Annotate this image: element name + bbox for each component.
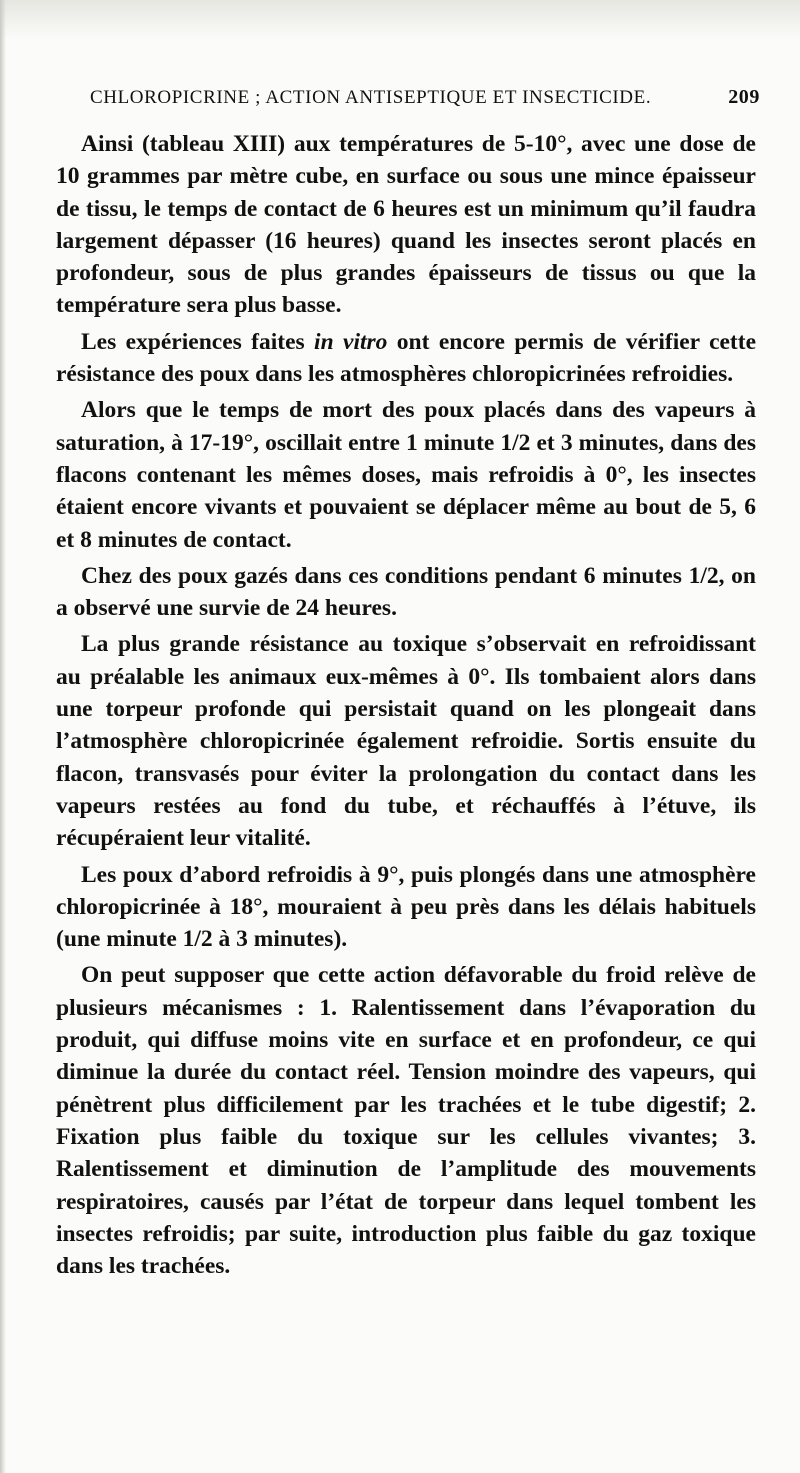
paragraph-4: Chez des poux gazés dans ces conditions pendant 6 minutes 1/2, on a observé une survie de 24 heures. [56,562,756,622]
paragraph-5: La plus grande résistance au toxique s’observait en refroidissant au préalable les animaux eux-mêmes à 0°. Ils tombaient alors dans une torpeur profonde qui persistait quand on les plongeait dans l’atmosphère chloropicrinée également refroidie. Sortis ensuite du flacon, transvasés pour éviter la prolongation du contact dans les vapeurs restées au fond du tube, et réchauffés à l’étuve, ils récupéraient leur vitalité. [56,631,756,852]
running-head: CHLOROPICRINE ; ACTION ANTISEPTIQUE ET INSECTICIDE. [90,87,652,108]
paragraph-3: Alors que le temps de mort des poux placés dans des vapeurs à saturation, à 17-19°, oscillait entre 1 minute 1/2 et 3 minutes, dans des flacons contenant les mêmes doses, mais refroidis à 0°, les insectes étaient encore vivants et pouvaient se déplacer même au bout de 5, 6 et 8 minutes de contact. [56,397,756,553]
page-number: 209 [728,86,760,108]
scan-shadow-left [0,0,6,1473]
paragraph-1: Ainsi (tableau XIII) aux températures de 5-10°, avec une dose de 10 grammes par mètre cube, en surface ou sous une mince épaisseur de tissu, le temps de contact de 6 heures est un minimum qu’il faudra largement dépasser (16 heures) quand les insectes seront placés en profondeur, sous de plus grandes épaisseurs de tissus ou que la température sera plus basse. [56,131,756,319]
page-body [56,128,756,1282]
paragraph-6: Les poux d’abord refroidis à 9°, puis plongés dans une atmosphère chloropicrinée à 18°, mouraient à peu près dans les délais habituels (une minute 1/2 à 3 minutes). [56,861,756,953]
paragraph-7: On peut supposer que cette action défavorable du froid relève de plusieurs mécanismes : 1. Ralentissement dans l’évaporation du produit, qui diffuse moins vite en surface et en profondeur, ce qui diminue la durée du contact réel. Tension moindre des vapeurs, qui pénètrent plus difficilement par les trachées et le tube digestif; 2. Fixation plus faible du toxique sur les cellules vivantes; 3. Ralentissement et diminution de l’amplitude des mouvements respiratoires, causés par l’état de torpeur dans lequel tombent les insectes refroidis; par suite, introduction plus faible du gaz toxique dans les trachées. [56,962,756,1280]
paragraph-2 [56,326,756,391]
paragraph-2-start: Les expériences faites [81,328,315,355]
page-header [90,86,760,109]
scan-shadow-top [0,0,800,40]
paragraph-2-end: ont encore permis de vérifier cette résistance des poux dans les atmosphères chloropicrinées refroidies. [56,328,757,388]
paragraph-2-italic: in vitro [314,328,388,355]
